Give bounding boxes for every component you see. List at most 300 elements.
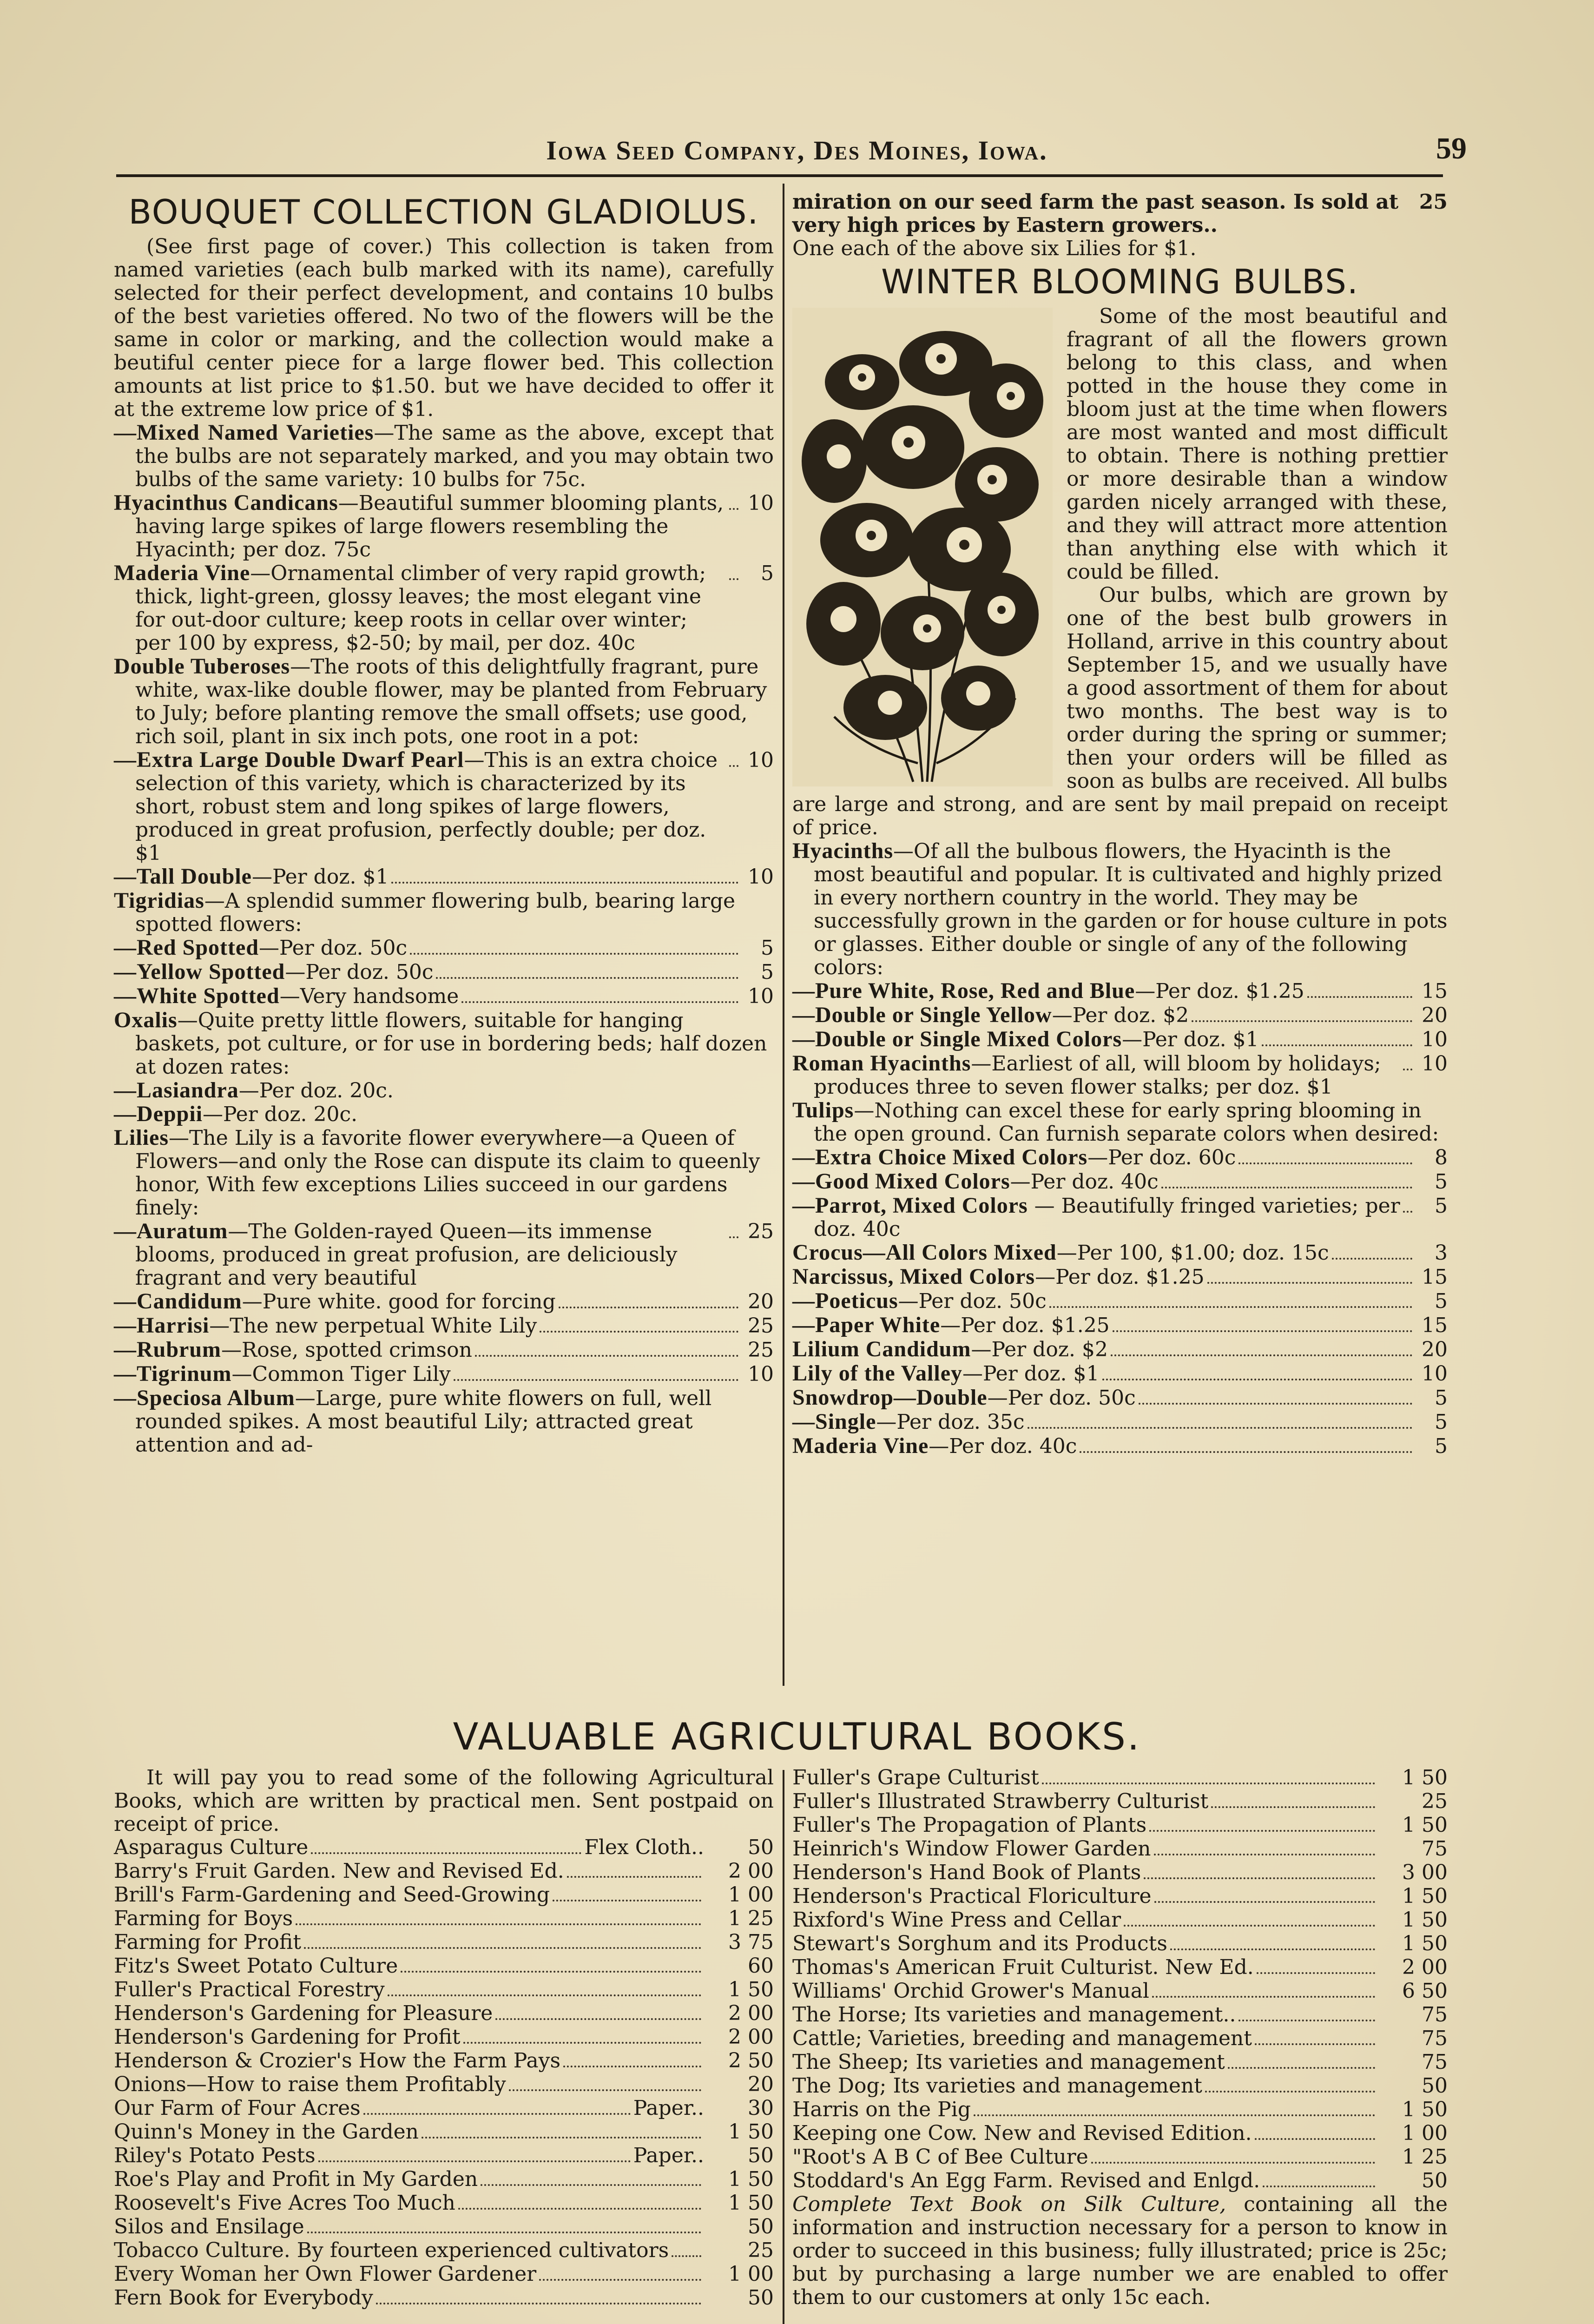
silk-culture-title: Complete Text Book on Silk Culture, — [792, 2192, 1226, 2216]
book-price: 1 50 — [1402, 2098, 1448, 2121]
item-price: 10 — [748, 984, 774, 1008]
leader-dots — [1332, 1258, 1412, 1260]
leader-dots — [1080, 1451, 1412, 1453]
lily-collection-offer: One each of the above six Lilies for $1. — [792, 237, 1197, 260]
book-item — [114, 1883, 774, 1907]
book-title: Our Farm of Four Acres — [114, 2096, 361, 2120]
item-name: Double Tuberoses — [114, 654, 290, 679]
book-title: Riley's Potato Pests — [114, 2144, 316, 2167]
book-price: 1 50 — [728, 1978, 774, 2001]
book-title: The Dog; Its varieties and management — [792, 2074, 1202, 2098]
book-title: Henderson's Practical Floriculture — [792, 1884, 1152, 1908]
item-price: 5 — [1435, 1170, 1448, 1194]
book-price: 1 00 — [1402, 2121, 1448, 2145]
book-item — [114, 1860, 774, 1883]
book-title: Fuller's Illustrated Strawberry Culturist — [792, 1789, 1209, 1813]
price-list-item — [792, 1099, 1448, 1146]
item-name: Oxalis — [114, 1008, 178, 1032]
leader-dots — [567, 1876, 701, 1878]
price-list-item — [114, 655, 774, 748]
book-price: 20 — [748, 2073, 774, 2096]
item-description: — Beautifully fringed varieties; per doz. 40c — [814, 1194, 1400, 1241]
silk-culture-text: containing all the information and instruction necessary for a person to know in order to succeed in this business; fully illustrated; price is 25c; but by purchasing a large number we are enabled to offer them to our customers at only 15c each. — [792, 2192, 1448, 2309]
book-binding: Paper.. — [633, 2144, 704, 2167]
books-right-column — [792, 1766, 1448, 2309]
leader-dots — [1139, 1403, 1412, 1405]
leader-dots — [1211, 1806, 1375, 1808]
leader-dots — [1238, 2020, 1375, 2021]
item-name: —Paper White — [792, 1313, 941, 1337]
leader-dots — [1152, 1996, 1375, 1998]
book-price: 50 — [748, 2215, 774, 2238]
leader-dots — [1124, 1925, 1375, 1927]
book-item — [114, 2239, 774, 2263]
price-list-item — [114, 865, 774, 889]
item-name: Tigridias — [114, 888, 204, 913]
leader-dots — [1238, 1162, 1412, 1164]
book-item — [114, 2192, 774, 2215]
book-title: "Root's A B C of Bee Culture — [792, 2145, 1088, 2169]
item-name: —Auratum — [114, 1219, 228, 1243]
item-name: —Harrisi — [114, 1313, 210, 1338]
leader-dots — [729, 765, 738, 767]
book-item — [792, 1766, 1448, 1790]
item-name: Crocus—All Colors Mixed — [792, 1240, 1057, 1265]
leader-dots — [1403, 1069, 1412, 1070]
item-description: —The Golden-rayed Queen—its immense blooms, produced in great profusion, are deliciously fragrant and very beautiful — [135, 1220, 678, 1290]
book-price: 1 25 — [1402, 2145, 1448, 2169]
item-name: —Good Mixed Colors — [792, 1169, 1010, 1194]
book-price: 50 — [1422, 2074, 1448, 2098]
book-title: Every Woman her Own Flower Gardener — [114, 2262, 537, 2286]
leader-dots — [509, 2089, 701, 2091]
leader-dots — [1154, 1901, 1375, 1903]
leader-dots — [1149, 1830, 1375, 1832]
leader-dots — [463, 2042, 701, 2044]
leader-dots — [1144, 1877, 1375, 1879]
book-binding: Flex Cloth.. — [584, 1835, 704, 1859]
leader-dots — [1049, 1306, 1412, 1308]
item-name: —Deppii — [114, 1102, 203, 1126]
book-title: Farming for Profit — [114, 1930, 302, 1954]
item-name: Lily of the Valley — [792, 1361, 963, 1386]
price-list-item — [114, 1220, 774, 1290]
book-price: 2 00 — [728, 1859, 774, 1883]
item-price: 5 — [1435, 1410, 1448, 1434]
item-name: —Extra Choice Mixed Colors — [792, 1145, 1088, 1169]
book-price: 60 — [748, 1954, 774, 1978]
gladiolus-mixed — [114, 421, 774, 491]
price-list-item — [114, 1314, 774, 1338]
leader-dots — [410, 953, 738, 955]
book-title: Farming for Boys — [114, 1907, 293, 1930]
item-description: —Per doz. $1 — [962, 1362, 1100, 1386]
leader-dots — [1111, 1354, 1412, 1356]
price-list-item — [114, 561, 774, 655]
leader-dots — [318, 2160, 631, 2162]
leader-dots — [559, 1307, 738, 1308]
price-list-item — [792, 1314, 1448, 1338]
leader-dots — [974, 2114, 1375, 2116]
item-price: 10 — [1422, 1362, 1448, 1386]
leader-dots — [729, 508, 738, 510]
leader-dots — [1263, 2185, 1375, 2187]
leader-dots — [1161, 1187, 1412, 1188]
left-price-list — [114, 491, 774, 1457]
leader-dots — [363, 2113, 631, 2115]
header-rule — [116, 174, 1443, 177]
item-description: —Per doz. 40c — [1010, 1170, 1159, 1194]
right-column — [792, 191, 1448, 1459]
book-item — [792, 2003, 1448, 2027]
leader-dots — [539, 2279, 701, 2281]
book-title: Asparagus Culture — [114, 1835, 309, 1859]
item-name: —White Spotted — [114, 984, 280, 1008]
books-right-list — [792, 1766, 1448, 2193]
item-description: —Per doz. $1.25 — [1035, 1265, 1205, 1289]
book-item — [792, 2098, 1448, 2122]
item-price: 20 — [748, 1290, 774, 1314]
book-title: Henderson & Crozier's How the Farm Pays — [114, 2049, 561, 2073]
item-name: —Rubrum — [114, 1337, 222, 1362]
price-list-item — [114, 491, 774, 561]
item-description: —The new perpetual White Lily — [209, 1314, 537, 1338]
item-name: Narcissus, Mixed Colors — [792, 1264, 1035, 1289]
leader-dots — [1205, 2091, 1375, 2093]
leader-dots — [307, 2232, 701, 2233]
book-binding: Paper.. — [633, 2096, 704, 2120]
book-item — [114, 2026, 774, 2049]
item-description: —This is an extra choice selection of this variety, which is characterized by its short, robust stem and long spikes of large flowers, produced in great profusion, perfectly double; per doz. $1 — [135, 748, 718, 865]
item-description: —Per doz. 20c. — [238, 1079, 394, 1103]
leader-dots — [1170, 1948, 1375, 1950]
item-description: —Pure white. good for forcing — [242, 1290, 556, 1314]
item-price: 5 — [1435, 1194, 1448, 1218]
book-title: Keeping one Cow. New and Revised Edition. — [792, 2121, 1252, 2145]
item-description: —The roots of this delightfully fragrant, pure white, wax-like double flower, may be planted from February to July; before planting remove the small offsets; use good, rich soil, plant in six inch pots, one root in a pot: — [135, 655, 767, 748]
leader-dots — [1403, 1211, 1412, 1213]
item-description: —Per doz. 50c — [987, 1386, 1136, 1410]
item-price: 25 — [748, 1338, 774, 1362]
item-price: 10 — [1422, 1052, 1448, 1076]
item-name: Hyacinths — [792, 838, 894, 863]
leader-dots — [1255, 2043, 1375, 2045]
book-title: Tobacco Culture. By fourteen experienced cultivators — [114, 2238, 669, 2262]
book-item — [114, 1836, 774, 1860]
left-column — [114, 191, 774, 1457]
price-list-item — [114, 960, 774, 984]
book-item — [114, 2144, 774, 2168]
item-name: —Yellow Spotted — [114, 959, 285, 984]
lily-continued-price: 25 — [1419, 190, 1448, 214]
book-price: 1 50 — [1402, 1932, 1448, 1955]
book-title: Barry's Fruit Garden. New and Revised Ed. — [114, 1859, 564, 1883]
book-item — [792, 1837, 1448, 1861]
item-description: —A splendid summer flowering bulb, bearing large spotted flowers: — [135, 889, 736, 936]
book-title: Rixford's Wine Press and Cellar — [792, 1908, 1121, 1932]
item-description: —Of all the bulbous flowers, the Hyacinth is the most beautiful and popular. It is cultivated and highly prized in every northern country in the world. They may be successfully grown in the garden or for house culture in pots or glasses. Either double or single of any of the following colors: — [814, 839, 1448, 979]
item-price: 5 — [1435, 1386, 1448, 1410]
book-item — [114, 1907, 774, 1931]
book-title: Stoddard's An Egg Farm. Revised and Enlgd. — [792, 2169, 1260, 2192]
item-price: 10 — [748, 491, 774, 515]
book-item — [792, 1790, 1448, 1814]
book-item — [792, 1814, 1448, 1837]
leader-dots — [1192, 1020, 1412, 1022]
item-name: —Red Spotted — [114, 935, 259, 960]
book-price: 50 — [748, 2144, 774, 2167]
item-description: —Per doz. $1 — [251, 865, 389, 889]
book-price: 6 50 — [1402, 1979, 1448, 2003]
leader-dots — [1228, 2067, 1375, 2069]
price-list-item — [792, 1028, 1448, 1052]
item-name: —Lasiandra — [114, 1078, 239, 1103]
price-list-item — [114, 748, 774, 865]
price-list-item — [114, 1126, 774, 1220]
book-item — [114, 2168, 774, 2192]
item-name: Lilies — [114, 1125, 169, 1150]
books-left-column — [114, 1766, 774, 2310]
book-price: 1 50 — [728, 2167, 774, 2191]
price-list-item — [114, 984, 774, 1009]
leader-dots — [1255, 2138, 1375, 2140]
book-item — [792, 2146, 1448, 2169]
price-list-item — [792, 1338, 1448, 1362]
book-item — [792, 1932, 1448, 1956]
item-description: —Per doz. $1.25 — [1135, 979, 1304, 1003]
item-price: 10 — [748, 865, 774, 889]
price-list-item — [792, 1052, 1448, 1099]
item-name: —Parrot, Mixed Colors — [792, 1193, 1028, 1218]
price-list-item — [792, 1289, 1448, 1314]
item-name: —Tigrinum — [114, 1361, 232, 1386]
book-item — [114, 2120, 774, 2144]
item-price: 5 — [761, 561, 774, 585]
book-price: 1 50 — [728, 2191, 774, 2215]
price-list-item — [114, 1338, 774, 1362]
book-title: Quinn's Money in the Garden — [114, 2120, 419, 2144]
item-price: 15 — [1422, 1314, 1448, 1337]
item-description: —Per doz. 20c. — [203, 1103, 358, 1126]
book-price: 75 — [1422, 2027, 1448, 2050]
page-number: 59 — [1436, 132, 1467, 165]
item-name: Snowdrop—Double — [792, 1385, 988, 1410]
price-list-item — [114, 1079, 774, 1103]
winter-bulbs-ordering: Our bulbs, which are grown by one of the best bulb growers in Holland, arrive in this country about September 15, and we usually have a good assortment of them for about two months. The best way is to order during the spring or summer; then your orders will be filled as soon as bulbs are received. All bulbs are large and strong, and are sent by mail prepaid on receipt of price. — [792, 583, 1448, 839]
item-name: —Extra Large Double Dwarf Pearl — [114, 747, 464, 772]
price-list-item — [114, 1362, 774, 1386]
running-head: Iowa Seed Company, Des Moines, Iowa. — [546, 135, 1048, 165]
book-item — [114, 1931, 774, 1954]
book-title: Williams' Orchid Grower's Manual — [792, 1979, 1150, 2003]
item-price: 5 — [761, 960, 774, 984]
price-list-item — [114, 936, 774, 960]
price-list-item — [114, 1103, 774, 1126]
price-list-item — [792, 1362, 1448, 1386]
item-name: Tulips — [792, 1098, 854, 1122]
book-title: Onions—How to raise them Profitably — [114, 2073, 506, 2096]
leader-dots — [475, 1355, 738, 1357]
book-price: 50 — [748, 2286, 774, 2310]
books-left-list — [114, 1836, 774, 2310]
leader-dots — [1102, 1379, 1412, 1380]
book-price: 1 50 — [1402, 1813, 1448, 1837]
gladiolus-intro: (See first page of cover.) This collection is taken from named varieties (each bulb marked with its name), carefully selected for their perfect development, and contains 10 bulbs of the best varieties offered. No two of the flowers will be the same in color or marking, and the collection would make a beutiful center piece for a large flower bed. This collection amounts at list price to $1.50. but we have decided to offer it at the extreme low price of $1. — [114, 235, 774, 421]
leader-dots — [540, 1331, 738, 1333]
book-price: 30 — [748, 2096, 774, 2120]
book-title: Cattle; Varieties, breeding and management — [792, 2027, 1252, 2050]
book-item — [114, 2002, 774, 2026]
item-price: 10 — [1422, 1028, 1448, 1051]
book-title: The Horse; Its varieties and management.. — [792, 2003, 1236, 2027]
item-description: —Beautiful summer blooming plants, having large spikes of large flowers resembling the Hyacinth; per doz. 75c — [135, 491, 724, 561]
book-item — [114, 2263, 774, 2286]
book-item — [792, 1885, 1448, 1908]
leader-dots — [304, 1947, 701, 1949]
item-name: Maderia Vine — [114, 561, 250, 585]
leader-dots — [481, 2184, 701, 2186]
book-price: 75 — [1422, 1837, 1448, 1861]
price-list-item — [114, 1290, 774, 1314]
book-price: 75 — [1422, 2003, 1448, 2027]
leader-dots — [458, 2208, 701, 2210]
book-title: Fuller's Practical Forestry — [114, 1978, 385, 2001]
book-item — [114, 2097, 774, 2120]
item-description: —Per doz. $1.25 — [940, 1314, 1110, 1337]
book-item — [114, 2073, 774, 2097]
book-price: 1 25 — [728, 1907, 774, 1930]
price-list-item — [792, 1410, 1448, 1434]
book-title: Heinrich's Window Flower Garden — [792, 1837, 1151, 1861]
book-item — [114, 1954, 774, 1978]
leader-dots — [1028, 1427, 1412, 1429]
price-list-item — [792, 1241, 1448, 1265]
book-item — [114, 2215, 774, 2239]
item-name: Hyacinthus Candicans — [114, 490, 338, 515]
book-price: 50 — [748, 1835, 774, 1859]
leader-dots — [729, 578, 738, 580]
price-list-item — [114, 1386, 774, 1457]
item-price: 15 — [1422, 1265, 1448, 1289]
item-name: —Single — [792, 1409, 876, 1434]
leader-dots — [388, 1994, 701, 1996]
item-price: 25 — [748, 1220, 774, 1243]
book-price: 50 — [1422, 2169, 1448, 2192]
item-description: —Earliest of all, will bloom by holidays; produces three to seven flower stalks; per doz. $1 — [814, 1052, 1381, 1099]
item-description: —Rose, spotted crimson — [221, 1338, 472, 1362]
books-column-divider — [783, 1770, 784, 2324]
lily-continued — [792, 191, 1448, 237]
book-item — [792, 2051, 1448, 2074]
books-heading: VALUABLE AGRICULTURAL BOOKS. — [453, 1715, 1141, 1758]
book-title: Henderson's Gardening for Profit — [114, 2025, 461, 2049]
winter-bulbs-intro: Some of the most beautiful and fragrant of all the flowers grown belong to this class, and when potted in the house they come in bloom just at the time when flowers are most wanted and most difficult to obtain. There is nothing prettier or more desirable than a window garden nicely arranged with these, and they will attract more attention than anything else with which it could be filled. — [1067, 304, 1448, 584]
item-price: 25 — [748, 1314, 774, 1338]
right-price-list — [792, 839, 1448, 1459]
item-name: —Speciosa Album — [114, 1386, 295, 1410]
leader-dots — [1113, 1330, 1412, 1332]
leader-dots — [563, 2066, 701, 2067]
item-name: —Candidum — [114, 1289, 242, 1314]
lily-continued-text: miration on our seed farm the past season. Is sold at very high prices by Eastern growers.. — [792, 190, 1399, 237]
book-title: Henderson's Hand Book of Plants — [792, 1861, 1141, 1884]
leader-dots — [1042, 1783, 1375, 1784]
column-divider — [783, 184, 784, 1686]
leader-dots — [436, 977, 738, 979]
book-item — [114, 2049, 774, 2073]
item-price: 5 — [1435, 1434, 1448, 1458]
book-item — [792, 1956, 1448, 1980]
book-price: 1 00 — [728, 1883, 774, 1907]
price-list-item — [792, 1004, 1448, 1028]
item-description: —Large, pure white flowers on full, well rounded spikes. A most beautiful Lily; attracted great attention and ad- — [135, 1386, 712, 1457]
leader-dots — [1154, 1854, 1375, 1855]
gladiolus-mixed-name: —Mixed Named Varieties — [114, 420, 374, 445]
book-title: The Sheep; Its varieties and management — [792, 2050, 1225, 2074]
price-list-item — [792, 979, 1448, 1004]
item-description: —Per doz. 50c — [285, 960, 434, 984]
book-title: Fitz's Sweet Potato Culture — [114, 1954, 398, 1978]
leader-dots — [1307, 996, 1412, 998]
book-title: Harris on the Pig — [792, 2098, 971, 2121]
leader-dots — [553, 1900, 701, 1901]
item-price: 15 — [1422, 979, 1448, 1003]
item-description: —Per 100, $1.00; doz. 15c — [1056, 1241, 1329, 1265]
leader-dots — [1207, 1282, 1412, 1284]
book-title: Brill's Farm-Gardening and Seed-Growing — [114, 1883, 550, 1907]
book-price: 1 50 — [1402, 1766, 1448, 1789]
gladiolus-heading: BOUQUET COLLECTION GLADIOLUS. — [128, 192, 759, 231]
book-price: 75 — [1422, 2050, 1448, 2074]
item-name: —Poeticus — [792, 1288, 898, 1313]
leader-dots — [296, 1923, 701, 1925]
item-name: Maderia Vine — [792, 1433, 929, 1458]
leader-dots — [1262, 1044, 1412, 1046]
book-title: Fuller's The Propagation of Plants — [792, 1813, 1147, 1837]
item-description: —Quite pretty little flowers, suitable for hanging baskets, pot culture, or for use in bordering beds; half dozen at dozen rates: — [135, 1009, 767, 1079]
price-list-item — [114, 889, 774, 936]
book-price: 25 — [1422, 1789, 1448, 1813]
price-list-item — [792, 1170, 1448, 1194]
item-description: —Per doz. 35c — [876, 1410, 1025, 1434]
leader-dots — [376, 2303, 701, 2304]
leader-dots — [422, 2137, 701, 2139]
leader-dots — [454, 1379, 738, 1381]
book-item — [792, 2169, 1448, 2193]
item-price: 5 — [1435, 1289, 1448, 1313]
leader-dots — [461, 1001, 738, 1003]
book-price: 1 50 — [728, 2120, 774, 2144]
item-description: —Per doz. 50c — [259, 936, 408, 960]
book-item — [792, 2074, 1448, 2098]
books-intro: It will pay you to read some of the following Agricultural Books, which are written by practical men. Sent postpaid on receipt of price. — [114, 1766, 774, 1836]
book-item — [114, 1978, 774, 2002]
item-name: —Tall Double — [114, 864, 252, 889]
silk-culture-offer — [792, 2193, 1448, 2309]
book-price: 3 00 — [1402, 1861, 1448, 1884]
book-price: 2 00 — [728, 2025, 774, 2049]
item-price: 20 — [1422, 1338, 1448, 1361]
item-name: Lilium Candidum — [792, 1337, 971, 1361]
item-description: —Common Tiger Lily — [231, 1362, 451, 1386]
book-title: Fuller's Grape Culturist — [792, 1766, 1039, 1789]
book-price: 1 50 — [1402, 1908, 1448, 1932]
item-description: —The Lily is a favorite flower everywhere—a Queen of Flowers—and only the Rose can dispute its claim to queenly honor, With few exceptions Lilies succeed in our gardens finely: — [135, 1126, 760, 1220]
book-item — [792, 1980, 1448, 2003]
leader-dots — [1257, 1972, 1375, 1974]
book-item — [792, 2027, 1448, 2051]
item-description: —Per doz. 50c — [898, 1289, 1047, 1313]
